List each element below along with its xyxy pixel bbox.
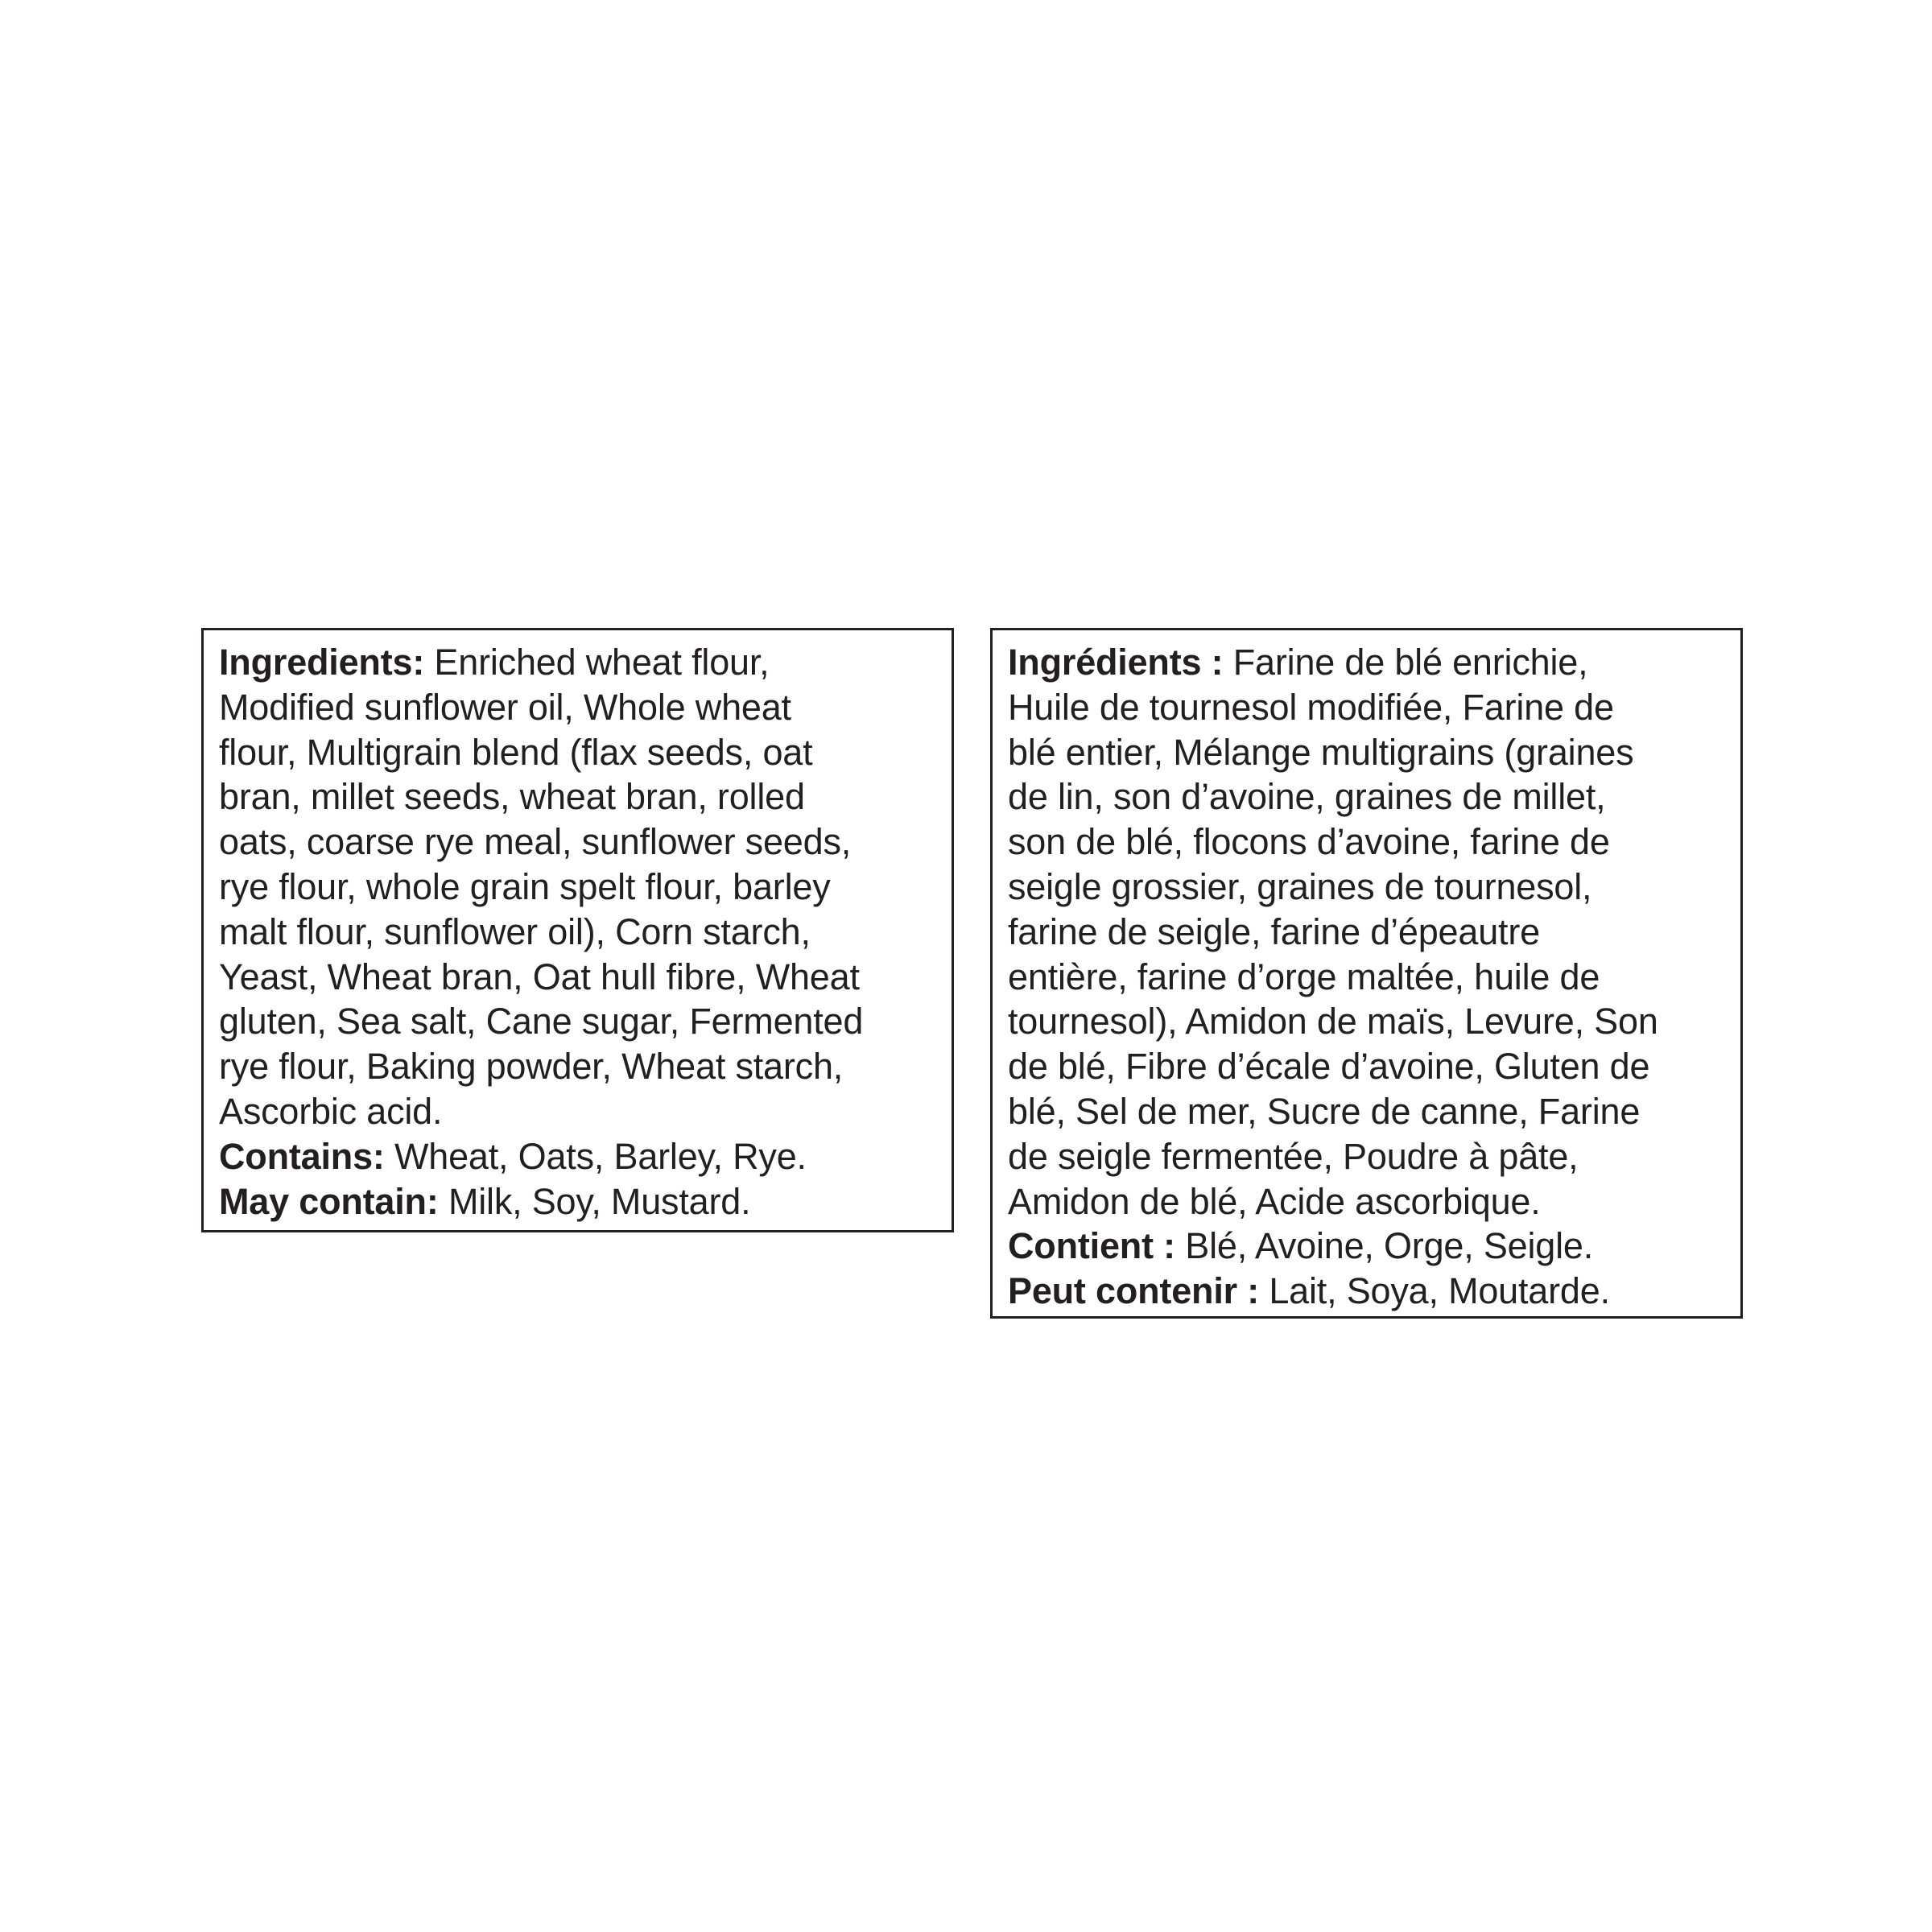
ingredients-label: Ingrédients :: [1008, 642, 1224, 683]
contains-text: Blé, Avoine, Orge, Seigle.: [1174, 1225, 1594, 1267]
ingredients-line: gluten, Sea salt, Cane sugar, Fermented: [219, 1001, 864, 1042]
ingredients-line: Ascorbic acid.: [219, 1090, 443, 1132]
may-contain-text: Lait, Soya, Moutarde.: [1259, 1270, 1610, 1312]
ingredients-line: entière, farine d’orge maltée, huile de: [1008, 956, 1600, 997]
ingredients-line: Amidon de blé, Acide ascorbique.: [1008, 1180, 1541, 1222]
ingredients-line: seigle grossier, graines de tournesol,: [1008, 865, 1592, 907]
ingredients-line: tournesol), Amidon de maïs, Levure, Son: [1008, 1001, 1658, 1042]
ingredients-line: bran, millet seeds, wheat bran, rolled: [219, 776, 805, 818]
contains-label: Contient :: [1008, 1225, 1175, 1267]
ingredients-line: [1008, 640, 1726, 685]
ingredients-line: Huile de tournesol modifiée, Farine de: [1008, 686, 1614, 728]
ingredients-line: blé entier, Mélange multigrains (graines: [1008, 731, 1634, 773]
ingredients-line: oats, coarse rye meal, sunflower seeds,: [219, 821, 852, 863]
contains-line: [1008, 1224, 1726, 1269]
may-contain-line: [1008, 1269, 1726, 1314]
contains-label: Contains:: [219, 1135, 385, 1177]
ingredients-line: farine de seigle, farine d’épeautre: [1008, 910, 1540, 952]
ingredients-line: flour, Multigrain blend (flax seeds, oat: [219, 731, 813, 773]
ingredients-text: Farine de blé enrichie,: [1223, 642, 1588, 683]
ingredients-line: Modified sunflower oil, Whole wheat: [219, 686, 791, 728]
ingredients-text: Enriched wheat flour,: [424, 642, 770, 683]
ingredients-line: Yeast, Wheat bran, Oat hull fibre, Wheat: [219, 956, 860, 997]
french-ingredients-panel: [990, 628, 1743, 1319]
may-contain-label: Peut contenir :: [1008, 1270, 1260, 1312]
ingredients-label: Ingredients:: [219, 642, 425, 683]
contains-text: Wheat, Oats, Barley, Rye.: [384, 1135, 807, 1177]
ingredients-line: rye flour, whole grain spelt flour, barley: [219, 865, 831, 907]
contains-line: [219, 1134, 937, 1179]
english-ingredients-panel: [201, 628, 954, 1232]
may-contain-line: [219, 1179, 937, 1224]
ingredients-line: de lin, son d’avoine, graines de millet,: [1008, 776, 1606, 818]
ingredients-line: blé, Sel de mer, Sucre de canne, Farine: [1008, 1090, 1641, 1132]
may-contain-label: May contain:: [219, 1180, 439, 1222]
ingredients-line: son de blé, flocons d’avoine, farine de: [1008, 821, 1610, 863]
ingredients-line: [219, 640, 937, 685]
ingredients-line: de seigle fermentée, Poudre à pâte,: [1008, 1135, 1579, 1177]
ingredients-line: rye flour, Baking powder, Wheat starch,: [219, 1046, 844, 1088]
ingredients-line: malt flour, sunflower oil), Corn starch,: [219, 910, 811, 952]
may-contain-text: Milk, Soy, Mustard.: [438, 1180, 751, 1222]
ingredients-line: de blé, Fibre d’écale d’avoine, Gluten de: [1008, 1046, 1650, 1088]
